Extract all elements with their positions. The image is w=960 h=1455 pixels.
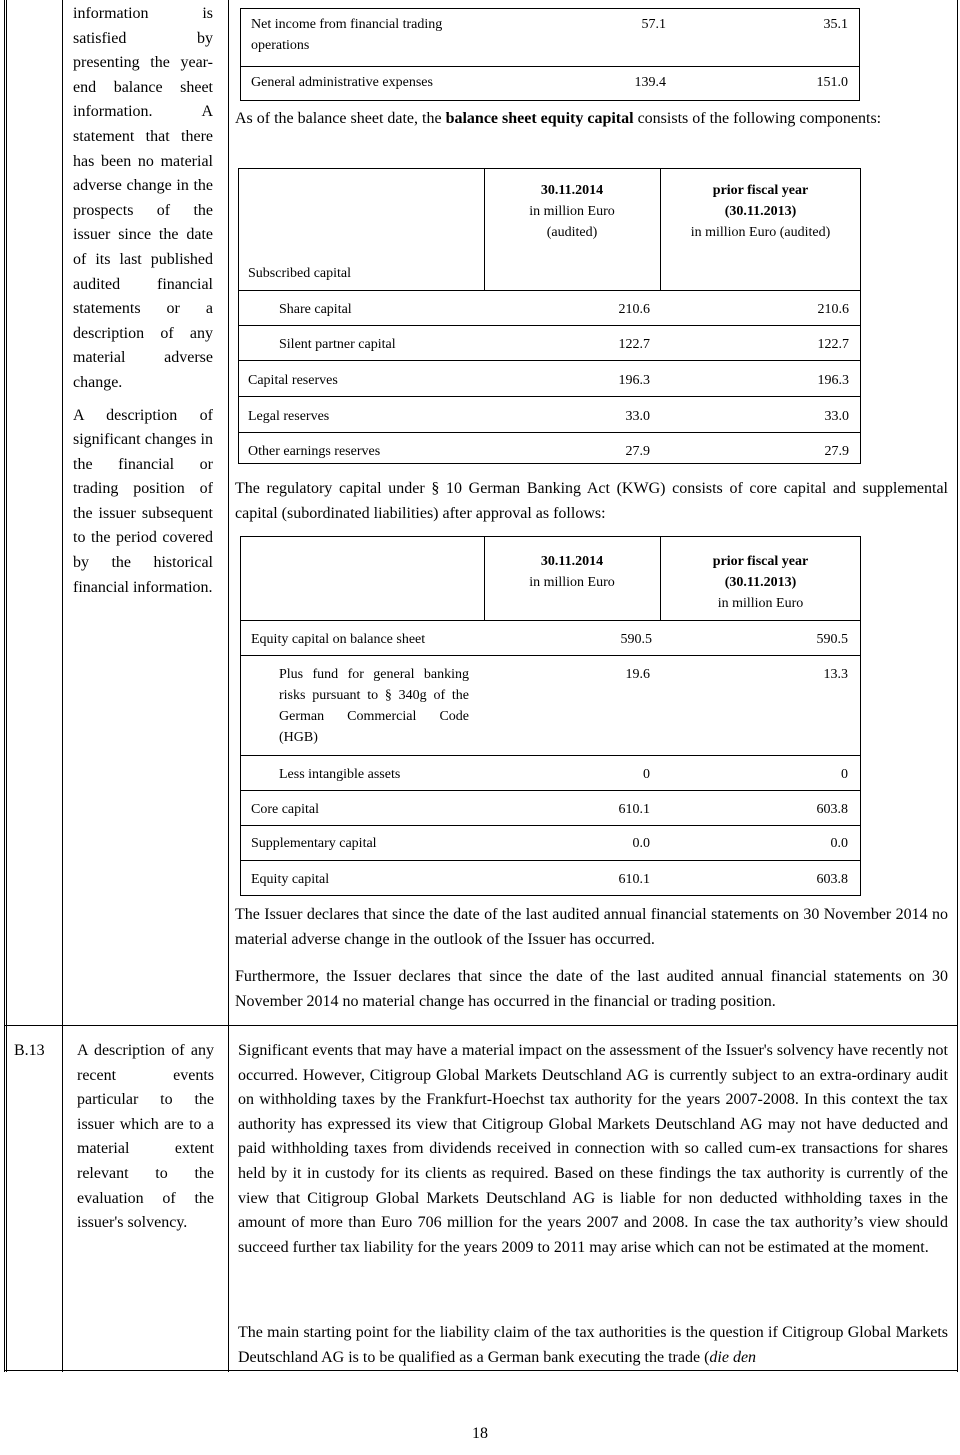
equity-row-value-2014: 33.0	[625, 409, 650, 424]
b13-description: A description of any recent events particular to the issuer which are to a material extent relevant to the evaluation of the issuer's solvency.	[77, 1042, 214, 1232]
equity-header-2013-unit: in million Euro (audited)	[690, 225, 831, 240]
reg-row-value-2013: 603.8	[816, 872, 848, 887]
no-material-change-statement: Furthermore, the Issuer declares that since the date of the last audited annual financial statements on 30 November 2014 no material change has occurred in the financial or trading position.	[235, 968, 948, 1010]
equity-row-divider	[238, 432, 861, 433]
reg-row-value-2013: 603.8	[816, 802, 848, 817]
reg-row-value-2013: 13.3	[823, 667, 848, 682]
reg-row-divider	[240, 655, 861, 656]
reg-row-value-2014: 0	[643, 767, 650, 782]
frame-right-border	[957, 0, 958, 1372]
reg-row-label: Plus fund for general banking risks pursuant to § 340g of the German Commercial Code (HGB)	[279, 667, 469, 745]
reg-row-value-2013: 590.5	[816, 632, 848, 647]
page-number: 18	[472, 1425, 488, 1442]
equity-row-value-2014: 122.7	[618, 337, 650, 352]
reg-row-value-2013: 0	[841, 767, 848, 782]
reg-row-label: Less intangible assets	[279, 767, 401, 782]
b13-liability-claim-text: The main starting point for the liability claim of the tax authorities is the question if Citigroup Global Markets Deutschland AG is to be qualified as a German bank executing the trade (	[238, 1324, 948, 1366]
equity-header-2014-note: (audited)	[546, 225, 598, 240]
reg-header-2013	[660, 551, 861, 614]
reg-row-value-2014: 19.6	[625, 667, 650, 682]
income-table-divider	[240, 66, 860, 67]
equity-header-2014-unit: in million Euro	[529, 204, 615, 219]
reg-row-label: Equity capital	[251, 872, 330, 887]
reg-row-label: Equity capital on balance sheet	[251, 632, 426, 647]
frame-col-divider-1	[62, 0, 63, 1372]
reg-header-2013-unit: in million Euro	[717, 596, 804, 611]
reg-row-value-2014: 590.5	[620, 632, 652, 647]
reg-header-2014-unit: in million Euro	[529, 575, 615, 590]
reg-row-divider	[240, 825, 861, 826]
reg-row-label: Core capital	[251, 802, 320, 817]
equity-header-2013-title: prior fiscal year	[712, 183, 809, 198]
equity-header-2013-date: (30.11.2013)	[724, 204, 797, 219]
reg-row-value-2013: 0.0	[830, 836, 848, 851]
equity-row-value-2013: 210.6	[817, 302, 849, 317]
equity-row-value-2014: 210.6	[618, 302, 650, 317]
reg-row-value-2014: 610.1	[618, 802, 650, 817]
income-row-value-2014: 57.1	[641, 17, 666, 32]
reg-row-divider	[240, 755, 861, 756]
equity-header-2013	[660, 180, 861, 243]
frame-row-divider	[4, 1025, 958, 1026]
reg-header-2014-date: 30.11.2014	[540, 554, 604, 569]
frame-left-border-2	[6, 0, 7, 1372]
equity-row-divider	[238, 325, 861, 326]
equity-row-label: Other earnings reserves	[248, 444, 381, 459]
equity-table-header-bottom	[238, 290, 861, 291]
equity-row-value-2013: 196.3	[817, 373, 849, 388]
equity-header-2014	[484, 180, 660, 243]
b13-code: B.13	[14, 1042, 45, 1059]
equity-row-value-2014: 196.3	[618, 373, 650, 388]
reg-header-2013-date: (30.11.2013)	[724, 575, 797, 590]
equity-row-label: Capital reserves	[248, 373, 338, 388]
equity-intro-pre: As of the balance sheet date, the	[235, 110, 446, 127]
income-row-value-2014: 139.4	[634, 75, 666, 90]
equity-row-divider	[238, 360, 861, 361]
equity-intro	[235, 107, 948, 132]
equity-row-value-2013: 122.7	[817, 337, 849, 352]
b12-description-text-2: A description of significant changes in the financial or trading position of the issuer subsequent to the period covered by the historical financial information.	[73, 406, 213, 596]
reg-row-label: Supplementary capital	[251, 836, 377, 851]
frame-left-border	[4, 0, 5, 1372]
equity-row-label: Legal reserves	[248, 409, 330, 424]
income-row-label: General administrative expenses	[251, 75, 433, 90]
equity-row-label: Silent partner capital	[279, 337, 396, 352]
b12-description-text: information is satisfied by presenting the year-end balance sheet information. A statement that there has been no material adverse change in the prospects of the issuer since the date of its last published audited financial statements or a description of any material adverse change.	[73, 5, 213, 391]
b12-description	[73, 2, 213, 600]
income-row-value-2013: 151.0	[816, 75, 848, 90]
reg-row-value-2014: 0.0	[632, 836, 650, 851]
reg-table-header-bottom	[240, 620, 861, 621]
equity-row-value-2013: 27.9	[824, 444, 849, 459]
reg-header-2014	[484, 551, 660, 593]
equity-row-label: Share capital	[279, 302, 352, 317]
income-row-value-2013: 35.1	[823, 17, 848, 32]
b13-liability-claim-italic: die den	[709, 1348, 757, 1366]
equity-section-label: Subscribed capital	[248, 266, 352, 281]
equity-header-2014-date: 30.11.2014	[540, 183, 604, 198]
reg-header-2013-title: prior fiscal year	[712, 554, 809, 569]
equity-intro-post: consists of the following components:	[633, 110, 882, 127]
equity-row-value-2013: 33.0	[824, 409, 849, 424]
frame-col-divider-2	[228, 0, 229, 1372]
equity-row-divider	[238, 396, 861, 397]
b13-liability-claim	[238, 1321, 948, 1370]
no-adverse-change-statement: The Issuer declares that since the date of the last audited annual financial statements on 30 November 2014 no material adverse change in the outlook of the Issuer has occurred.	[235, 906, 948, 948]
reg-row-divider	[240, 790, 861, 791]
regulatory-intro: The regulatory capital under § 10 German Banking Act (KWG) consists of core capital and supplemental capital (subordinated liabilities) after approval as follows:	[235, 480, 948, 522]
reg-row-value-2014: 610.1	[618, 872, 650, 887]
equity-row-value-2014: 27.9	[625, 444, 650, 459]
income-row-label: Net income from financial trading operations	[251, 17, 443, 53]
reg-row-divider	[240, 860, 861, 861]
equity-intro-bold: balance sheet equity capital	[445, 110, 634, 127]
b13-recent-events: Significant events that may have a material impact on the assessment of the Issuer's solvency have recently not occurred. However, Citigroup Global Markets Deutschland AG is currently subject to an extra-ordinary audit on withholding taxes by the Frankfurt-Hoechst tax authority for the years 2007-2008. In this context the tax authority has expressed its view that Citigroup Global Markets Deutschland AG may not have deducted and paid withholding taxes from dividends received in connection with so called cum-ex transactions for shares held by it in custody for its clients as required. Based on these findings the tax authority is currently of the view that Citigroup Global Markets Deutschland AG is liable for non deducted withholding taxes in the amount of more than Euro 706 million for the years 2007 and 2008. In case the tax authority’s view should succeed further tax liability for the years 2009 to 2011 may arise which can not be estimated at the moment.	[238, 1042, 948, 1256]
